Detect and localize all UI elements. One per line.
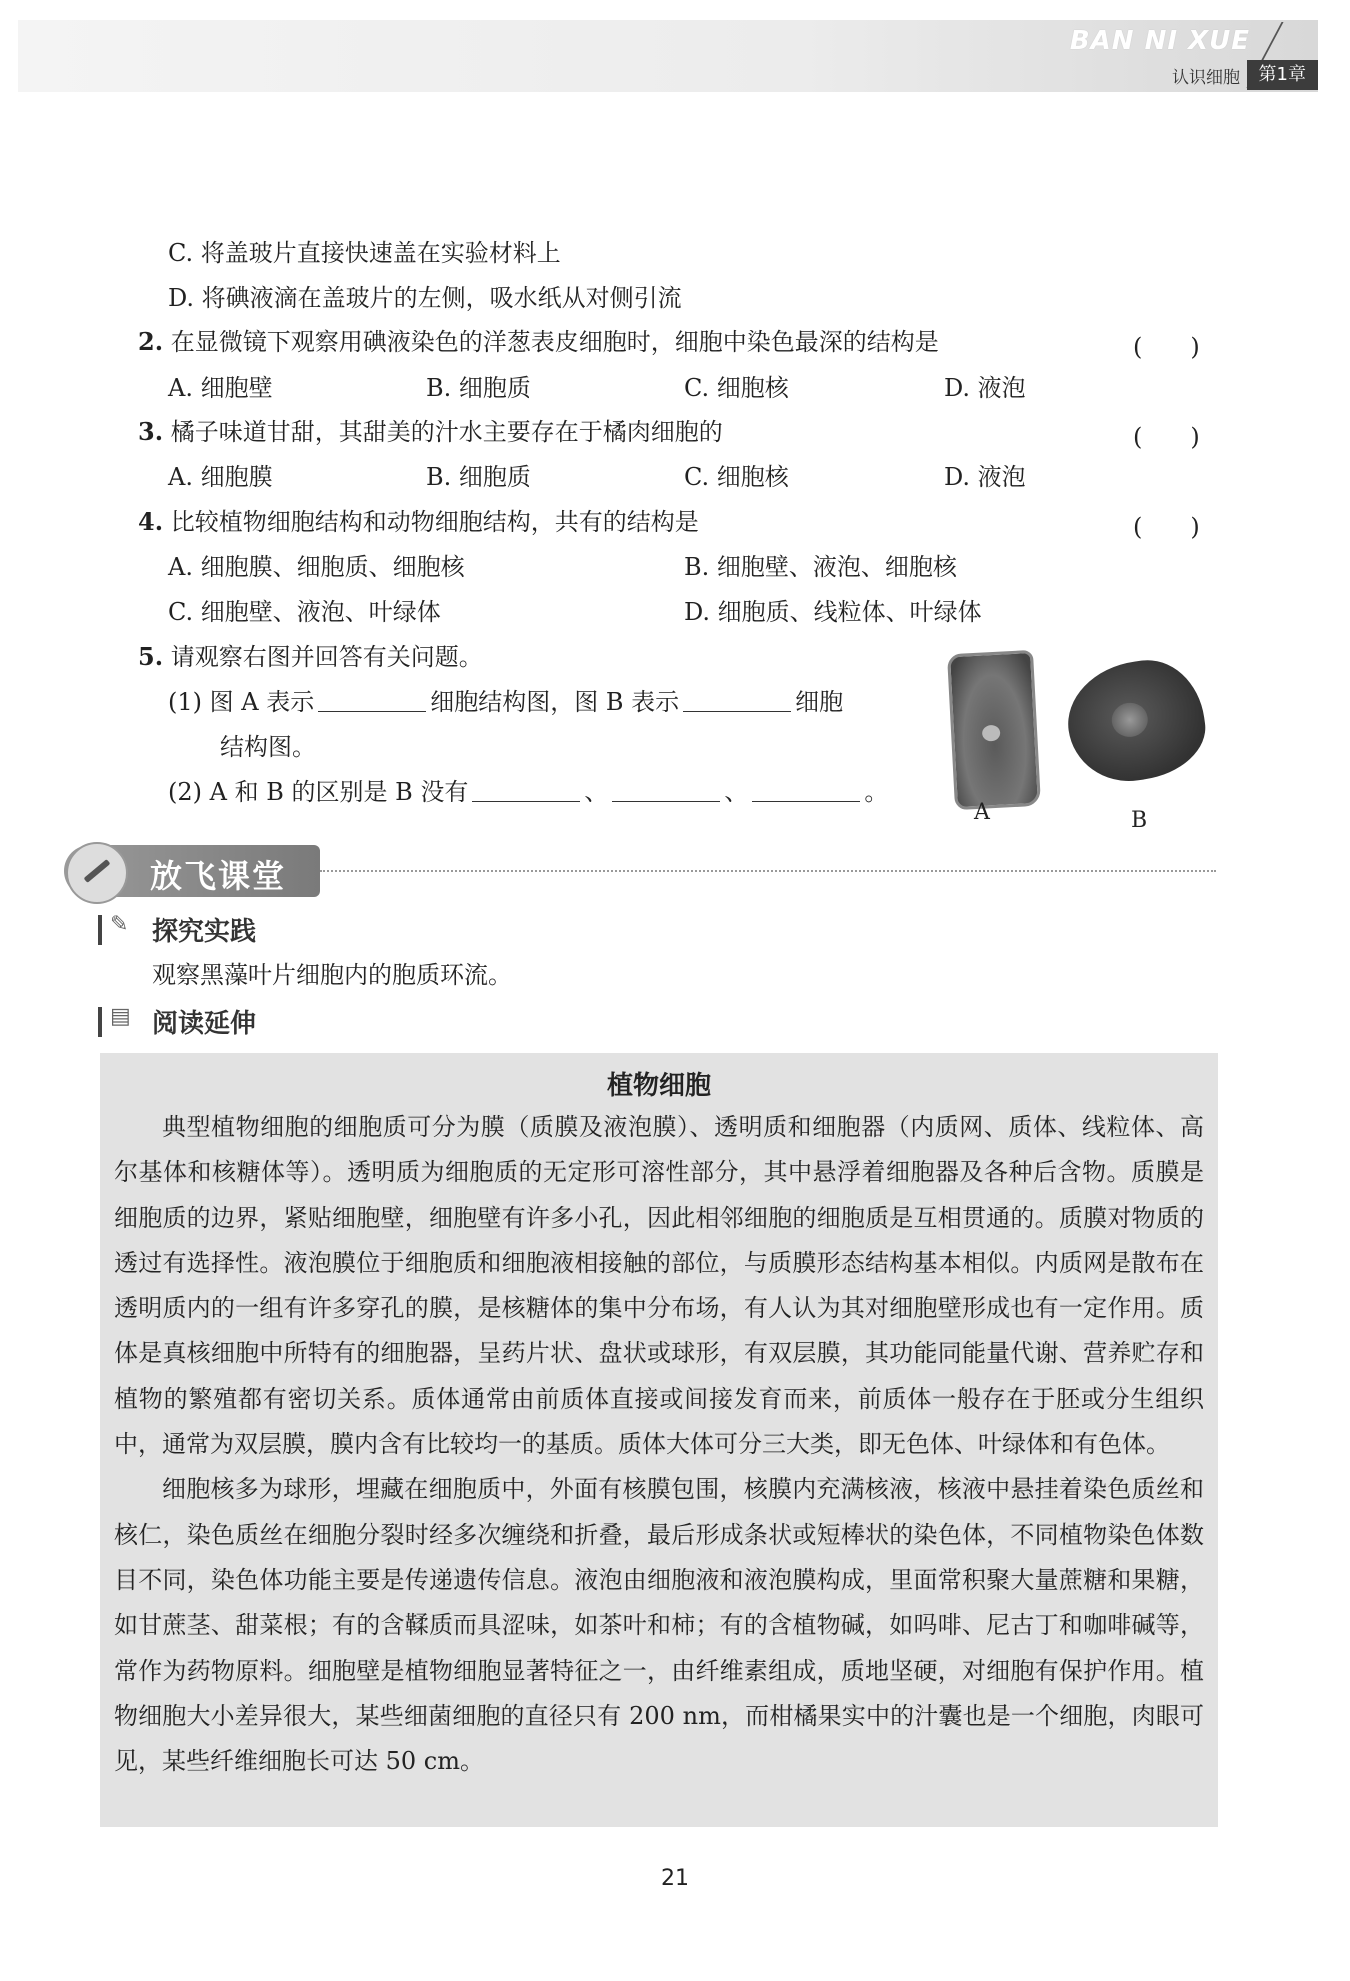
q3-option-d: D. 液泡	[944, 463, 1026, 491]
answer-paren: ( )	[1133, 333, 1200, 361]
section-title: 放飞课堂	[150, 857, 287, 895]
q3-option-c: C. 细胞核	[684, 463, 789, 491]
question-number: 2.	[138, 327, 164, 356]
answer-blank[interactable]	[683, 689, 791, 712]
q2-option-a: A. 细胞壁	[168, 374, 273, 402]
q1-option-c: C. 将盖玻片直接快速盖在实验材料上	[168, 239, 561, 267]
plant-cell-figure	[947, 650, 1041, 810]
reading-paragraph: 细胞核多为球形，埋藏在细胞质中，外面有核膜包围，核膜内充满核液，核液中悬挂着染色质丝和核仁，染色质丝在细胞分裂时经多次缠绕和折叠，最后形成条状或短棒状的染色体，不同植物染色体数目不同，染色体功能主要是传递遗传信息。液泡由细胞液和液泡膜构成，里面常积聚大量蔗糖和果糖，如甘蔗茎、甜菜根；有的含鞣质而具涩味，如茶叶和柿；有的含植物碱，如吗啡、尼古丁和咖啡碱等，常作为药物原料。细胞壁是植物细胞显著特征之一，由纤维素组成，质地坚硬，对细胞有保护作用。植物细胞大小差异很大，某些细菌细胞的直径只有 200 nm，而柑橘果实中的汁囊也是一个细胞，肉眼可见，某些纤维细胞长可达 50 cm。	[114, 1475, 1204, 1776]
q4-option-c: C. 细胞壁、液泡、叶绿体	[168, 598, 441, 626]
question-number: 3.	[138, 417, 164, 446]
dotted-divider	[320, 870, 1216, 872]
q5-sub1-text-a: (1) 图 A 表示	[168, 688, 315, 716]
q4-option-a: A. 细胞膜、细胞质、细胞核	[168, 553, 465, 581]
q3-option-a: A. 细胞膜	[168, 463, 273, 491]
answer-blank[interactable]	[612, 779, 720, 802]
q5-sub1-continued: 结构图。	[220, 733, 316, 761]
explore-title: 探究实践	[152, 917, 257, 947]
question-text: 请观察右图并回答有关问题。	[170, 643, 483, 671]
question-3	[138, 417, 723, 447]
book-icon: ▤	[110, 1004, 131, 1029]
reading-body	[114, 1105, 1204, 1784]
nucleus	[1110, 701, 1150, 740]
reading-title: 植物细胞	[606, 1071, 711, 1101]
reading-paragraph: 典型植物细胞的细胞质可分为膜（质膜及液泡膜）、透明质和细胞器（内质网、质体、线粒体、高尔基体和核糖体等）。透明质为细胞质的无定形可溶性部分，其中悬浮着细胞器及各种后含物。质膜是细胞质的边界，紧贴细胞壁，细胞壁有许多小孔，因此相邻细胞的细胞质是互相贯通的。质膜对物质的透过有选择性。液泡膜位于细胞质和细胞液相接触的部位，与质膜形态结构基本相似。内质网是散布在透明质内的一组有许多穿孔的膜，是核糖体的集中分布场，有人认为其对细胞壁形成也有一定作用。质体是真核细胞中所特有的细胞器，呈药片状、盘状或球形，有双层膜，其功能同能量代谢、营养贮存和植物的繁殖都有密切关系。质体通常由前质体直接或间接发育而来，前质体一般存在于胚或分生组织中，通常为双层膜，膜内含有比较均一的基质。质体大体可分三大类，即无色体、叶绿体和有色体。	[114, 1113, 1204, 1459]
separator: 、	[724, 778, 749, 806]
q4-option-d: D. 细胞质、线粒体、叶绿体	[684, 598, 982, 626]
q2-option-c: C. 细胞核	[684, 374, 789, 402]
question-text: 在显微镜下观察用碘液染色的洋葱表皮细胞时，细胞中染色最深的结构是	[170, 328, 939, 356]
question-number: 4.	[138, 507, 164, 536]
nucleus	[982, 725, 1001, 742]
subsection-bar	[98, 915, 102, 945]
q5-sub1-text-c: 细胞	[795, 688, 844, 716]
q4-option-b: B. 细胞壁、液泡、细胞核	[684, 553, 957, 581]
subsection-bar	[98, 1007, 102, 1037]
animal-cell-figure	[1060, 653, 1211, 789]
header-subtitle: 认识细胞	[1172, 68, 1240, 88]
question-4	[138, 507, 699, 537]
reading-box	[100, 1053, 1218, 1827]
header-brand: BAN NI XUE	[1069, 26, 1250, 56]
answer-blank[interactable]	[472, 779, 580, 802]
q1-option-d: D. 将碘液滴在盖玻片的左侧，吸水纸从对侧引流	[168, 284, 682, 312]
answer-paren: ( )	[1133, 513, 1200, 541]
separator: 、	[584, 778, 609, 806]
q5-sub1-text-b: 细胞结构图，图 B 表示	[430, 688, 680, 716]
figure-label-b: B	[1131, 808, 1148, 833]
question-5	[138, 642, 483, 672]
answer-blank[interactable]	[752, 779, 860, 802]
question-text: 比较植物细胞结构和动物细胞结构，共有的结构是	[170, 508, 699, 536]
explore-text: 观察黑藻叶片细胞内的胞质环流。	[152, 961, 512, 989]
question-text: 橘子味道甘甜，其甜美的汁水主要存在于橘肉细胞的	[170, 418, 723, 446]
q2-option-b: B. 细胞质	[426, 374, 531, 402]
microscope-icon: ✎	[110, 912, 129, 937]
figure-label-a: A	[974, 800, 990, 825]
page-number: 21	[661, 1866, 689, 1891]
q5-sub2-text: (2) A 和 B 的区别是 B 没有	[168, 778, 469, 806]
question-2	[138, 327, 939, 357]
answer-blank[interactable]	[318, 689, 426, 712]
paper-plane-icon	[66, 842, 128, 904]
question-number: 5.	[138, 642, 164, 671]
reading-extension-title: 阅读延伸	[152, 1009, 257, 1039]
chapter-tag: 第1章	[1247, 60, 1318, 90]
q2-option-d: D. 液泡	[944, 374, 1026, 402]
q5-sub-1	[168, 687, 843, 717]
answer-paren: ( )	[1133, 423, 1200, 451]
q5-sub-2	[168, 777, 888, 807]
q3-option-b: B. 细胞质	[426, 463, 531, 491]
end-mark: 。	[864, 778, 889, 806]
